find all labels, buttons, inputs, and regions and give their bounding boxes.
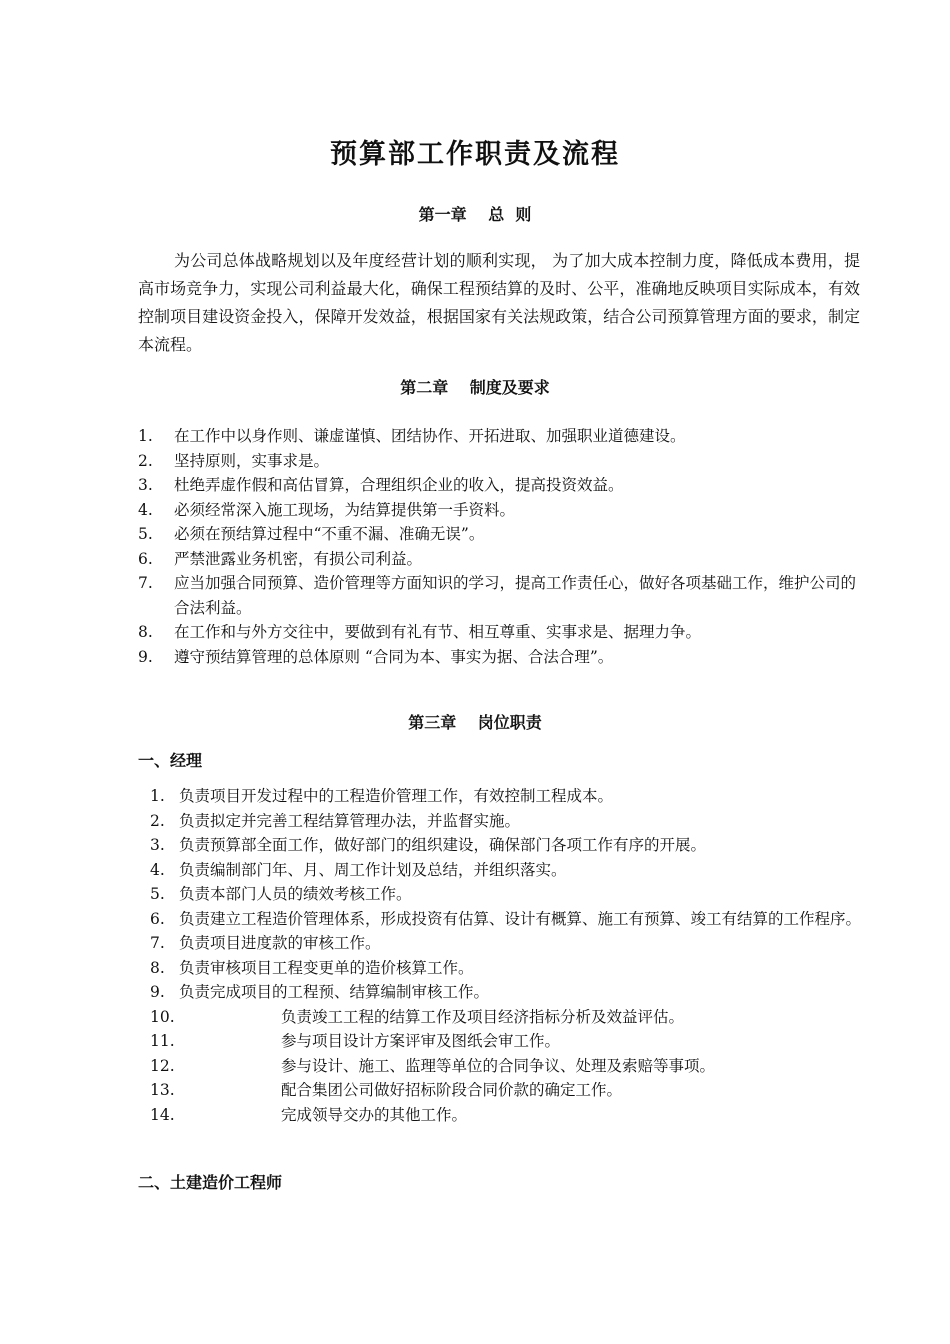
list-item [150, 1005, 862, 1030]
list-item [150, 882, 862, 907]
page-title: 预算部工作职责及流程 [330, 139, 620, 170]
list-item-number: 5. [138, 525, 153, 543]
list-item [138, 424, 862, 449]
list-item [150, 1054, 862, 1079]
list-item-text: 负责审核项目工程变更单的造价核算工作。 [179, 958, 474, 977]
list-item [138, 522, 862, 547]
list-item-number: 7. [138, 574, 153, 592]
list-item [150, 833, 862, 858]
list-item-text: 在工作中以身作则、谦虚谨慎、团结协作、开拓进取、加强职业道德建设。 [174, 427, 686, 445]
list-item-number: 11. [150, 1032, 175, 1050]
list-item-number: 9. [150, 983, 165, 1001]
list-item-number: 8. [150, 958, 165, 977]
list-item [150, 1078, 862, 1103]
requirements-list [138, 424, 862, 669]
list-item [150, 784, 862, 809]
list-item [138, 645, 862, 670]
list-item-text: 坚持原则，实事求是。 [174, 451, 330, 470]
list-item-number: 13. [150, 1081, 175, 1099]
list-item-text: 遵守预结算管理的总体原则 “合同为本、事实为据、合法合理”。 [174, 647, 614, 666]
list-item-text: 必须在预结算过程中“不重不漏、准确无误”。 [174, 525, 485, 543]
list-item [150, 1029, 862, 1054]
list-item [138, 547, 862, 572]
list-item-text: 负责项目进度款的审核工作。 [179, 934, 381, 952]
list-item-number: 5. [150, 885, 165, 903]
chapter-3-heading: 第三章 岗位职责 [408, 713, 542, 732]
list-item-text: 参与项目设计方案评审及图纸会审工作。 [281, 1032, 561, 1050]
manager-duties-list [150, 784, 862, 1127]
list-item [150, 809, 862, 834]
list-item [138, 449, 862, 474]
list-item-number: 12. [150, 1056, 175, 1075]
list-item-number: 1. [150, 787, 165, 805]
list-item-text: 负责完成项目的工程预、结算编制审核工作。 [179, 983, 490, 1001]
chapter-2-heading: 第二章 制度及要求 [400, 378, 550, 397]
list-item [150, 956, 862, 981]
list-item [150, 980, 862, 1005]
list-item [138, 473, 862, 498]
list-item-number: 6. [150, 909, 165, 928]
list-item-number: 1. [138, 427, 153, 445]
list-item [150, 1103, 862, 1128]
list-item-text: 负责拟定并完善工程结算管理办法，并监督实施。 [179, 811, 521, 830]
list-item-text: 负责本部门人员的绩效考核工作。 [179, 885, 412, 903]
list-item-text: 负责预算部全面工作，做好部门的组织建设，确保部门各项工作有序的开展。 [179, 836, 707, 854]
list-item-text: 完成领导交办的其他工作。 [281, 1105, 468, 1124]
chapter-1-paragraph: 为公司总体战略规划以及年度经营计划的顺利实现， 为了加大成本控制力度，降低成本费用，提高市场竞争力，实现公司利益最大化，确保工程预结算的及时、公平，准确地反映项目实际成本，有效控制项目建设资金投入，保障开发效益，根据国家有关法规政策，结合公司预算管理方面的要求，制定本流程。 [138, 251, 860, 354]
list-item [150, 858, 862, 883]
list-item-text: 配合集团公司做好招标阶段合同价款的确定工作。 [281, 1081, 623, 1099]
section-manager-heading: 一、经理 [138, 751, 203, 770]
list-item-number: 14. [150, 1105, 175, 1124]
list-item-number: 3. [138, 476, 153, 494]
list-item-text: 必须经常深入施工现场，为结算提供第一手资料。 [174, 500, 516, 519]
list-item [138, 498, 862, 523]
list-item-text: 严禁泄露业务机密，有损公司利益。 [174, 549, 423, 568]
list-item-number: 7. [150, 934, 165, 952]
list-item [138, 571, 862, 620]
list-item-number: 9. [138, 647, 153, 666]
section-civil-engineer-heading: 二、土建造价工程师 [138, 1173, 283, 1192]
list-item-number: 2. [150, 811, 165, 830]
list-item-number: 6. [138, 549, 153, 568]
list-item-number: 4. [150, 860, 165, 879]
list-item-number: 3. [150, 836, 165, 854]
list-item-text: 在工作和与外方交往中，要做到有礼有节、相互尊重、实事求是、据理力争。 [174, 623, 702, 641]
list-item-text: 应当加强合同预算、造价管理等方面知识的学习，提高工作责任心，做好各项基础工作，维护公司的合法利益。 [174, 574, 857, 617]
list-item-text: 负责竣工工程的结算工作及项目经济指标分析及效益评估。 [281, 1007, 685, 1026]
list-item-text: 负责建立工程造价管理体系，形成投资有估算、设计有概算、施工有预算、竣工有结算的工作程序。 [179, 909, 862, 928]
list-item-number: 2. [138, 451, 153, 470]
list-item [150, 931, 862, 956]
list-item-number: 4. [138, 500, 153, 519]
list-item-number: 10. [150, 1007, 175, 1026]
list-item [150, 907, 862, 932]
chapter-1-heading: 第一章 总 则 [418, 205, 532, 224]
list-item-text: 负责项目开发过程中的工程造价管理工作，有效控制工程成本。 [179, 787, 614, 805]
list-item [138, 620, 862, 645]
list-item-text: 负责编制部门年、月、周工作计划及总结，并组织落实。 [179, 860, 567, 879]
list-item-text: 参与设计、施工、监理等单位的合同争议、处理及索赔等事项。 [281, 1056, 716, 1075]
list-item-text: 杜绝弄虚作假和高估冒算，合理组织企业的收入，提高投资效益。 [174, 476, 624, 494]
list-item-number: 8. [138, 623, 153, 641]
